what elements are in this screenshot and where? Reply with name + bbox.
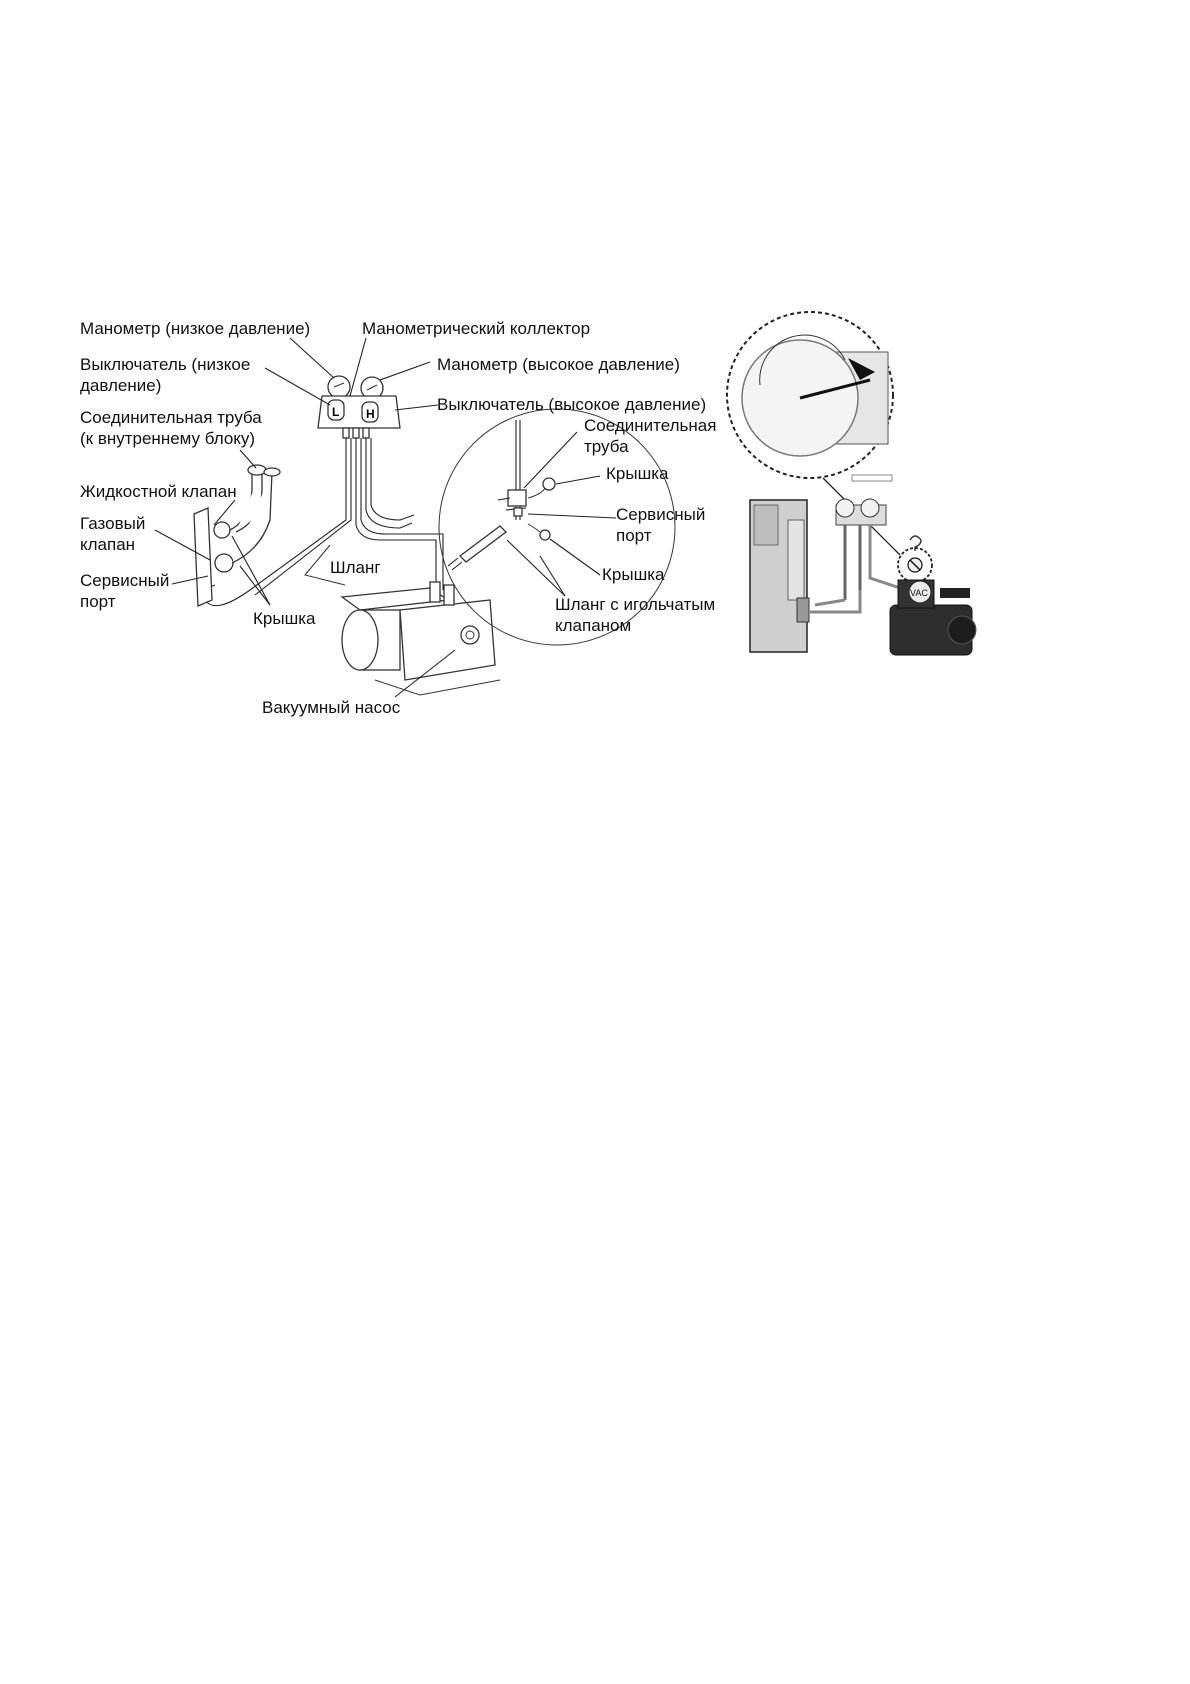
liquid-valve-icon	[214, 522, 230, 538]
vacuum-pump-drawing	[342, 582, 500, 695]
indoor-pipe-ends	[248, 465, 266, 475]
low-switch-letter: L	[332, 405, 340, 419]
label-cap-bottom: Крышка	[602, 565, 665, 584]
gas-valve-icon	[215, 554, 233, 572]
label-switch-high: Выключатель (высокое давление)	[437, 395, 707, 414]
high-switch-letter: H	[366, 407, 375, 421]
label-gas-valve: Газовый клапан	[80, 514, 146, 554]
low-pressure-gauge	[328, 376, 350, 398]
label-cap-left: Крышка	[253, 609, 316, 628]
vac-label: VAC	[910, 588, 928, 598]
label-needle-hose: Шланг с игольчатым клапаном	[555, 595, 716, 635]
label-connecting-pipe-detail: Соединительная труба	[584, 416, 717, 456]
label-liquid-valve: Жидкостной клапан	[80, 482, 237, 501]
label-service-port-left: Сервисный порт	[80, 571, 170, 611]
cap-bottom-icon	[540, 530, 550, 540]
label-connecting-pipe-indoor: Соединительная труба (к внутреннему блоку)	[80, 408, 262, 448]
manifold-gauge-set	[318, 376, 400, 438]
label-gauge-low: Манометр (низкое давление)	[80, 319, 311, 338]
label-service-port-detail: Сервисный порт	[616, 505, 706, 545]
label-cap-top: Крышка	[606, 464, 669, 483]
service-port-stub	[514, 508, 522, 516]
label-gauge-high: Манометр (высокое давление)	[437, 355, 680, 374]
label-manifold: Манометрический коллектор	[362, 319, 591, 338]
label-hose: Шланг	[330, 558, 381, 577]
label-vacuum-pump: Вакуумный насос	[262, 698, 401, 717]
needle-hose	[460, 526, 506, 562]
label-switch-low: Выключатель (низкое давление)	[80, 355, 251, 395]
photo-inset	[727, 312, 976, 655]
